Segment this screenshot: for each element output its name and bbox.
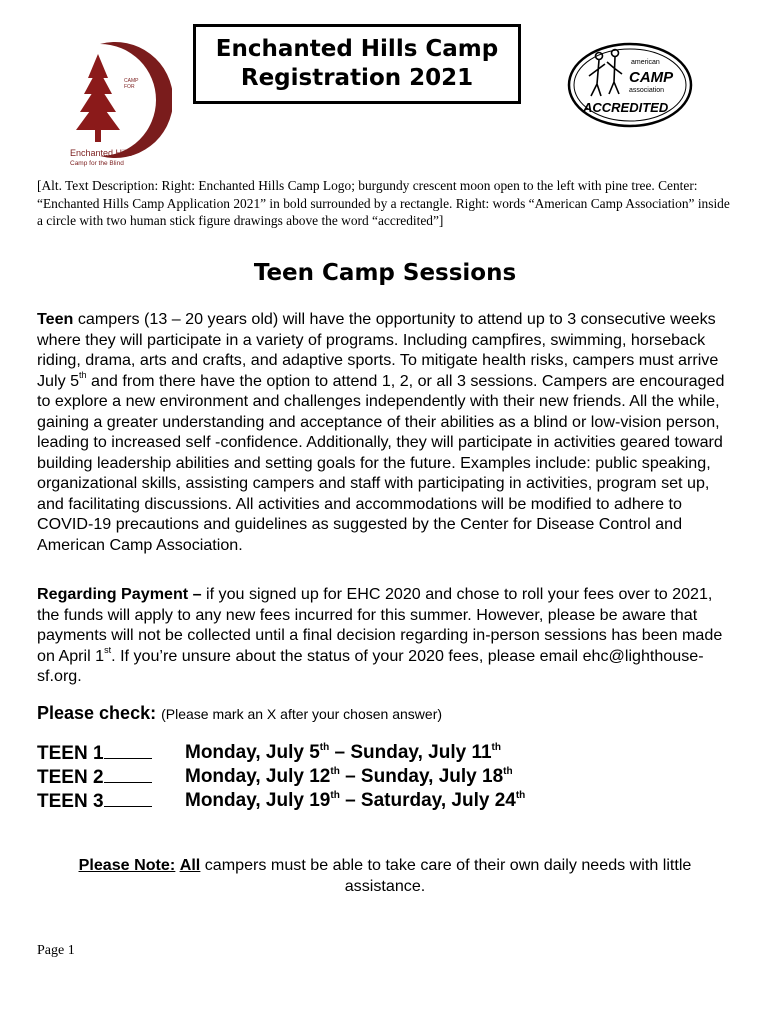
svg-text:FOR: FOR bbox=[124, 84, 135, 90]
svg-text:CAMP: CAMP bbox=[629, 69, 674, 86]
please-check-label: Please check: bbox=[37, 703, 157, 723]
american-camp-association-logo bbox=[565, 40, 695, 130]
note-all: All bbox=[179, 856, 201, 874]
payment-sup: st bbox=[104, 645, 112, 656]
note-text: campers must be able to take care of their own daily needs with little assistance. bbox=[200, 856, 692, 895]
pine-tree-icon bbox=[76, 54, 120, 142]
section-heading: Teen Camp Sessions bbox=[253, 260, 517, 286]
title-box bbox=[193, 24, 521, 104]
stick-figures-icon bbox=[589, 50, 622, 97]
session-label: TEEN 1 bbox=[37, 743, 104, 764]
enchanted-hills-logo bbox=[60, 38, 172, 168]
please-check-hint: (Please mark an X after your chosen answer) bbox=[161, 706, 443, 722]
please-check-line bbox=[37, 703, 442, 724]
svg-text:Camp for the Blind: Camp for the Blind bbox=[70, 160, 124, 167]
session-label: TEEN 3 bbox=[37, 791, 104, 812]
session-checkbox-blank[interactable] bbox=[104, 742, 152, 759]
crescent-moon-icon bbox=[100, 42, 172, 158]
please-note bbox=[40, 855, 730, 897]
session-row bbox=[37, 790, 737, 814]
teen-text-1: campers (13 – 20 years old) will have the opportunity to attend up to 3 consecutive weeks where they will participate in a variety of programs. Including campfires, swimming, horseback riding, drama, arts and crafts, and adaptive sports. To mitigate health risks, campers must arrive July 5 bbox=[37, 310, 719, 390]
payment-text-1: if you signed up for EHC 2020 and chose to roll your fees over to 2021, the funds will apply to any new fees incurred for this summer. However, please be aware that payments will not be collected until a final decision regarding in-person sessions has been made on April 1 bbox=[37, 585, 723, 665]
svg-text:association: association bbox=[629, 87, 665, 94]
session-dates: Monday, July 12th – Sunday, July 18th bbox=[185, 765, 513, 787]
svg-text:american: american bbox=[631, 59, 660, 66]
session-label: TEEN 2 bbox=[37, 767, 104, 788]
svg-text:CAMP: CAMP bbox=[124, 78, 139, 84]
payment-text-2: . If you’re unsure about the status of your 2020 fees, please email ehc@lighthouse-sf.org. bbox=[37, 646, 704, 685]
session-dates: Monday, July 19th – Saturday, July 24th bbox=[185, 789, 526, 811]
svg-text:ACCREDITED: ACCREDITED bbox=[583, 100, 669, 115]
session-checkbox-blank[interactable] bbox=[104, 790, 152, 807]
session-checkbox-blank[interactable] bbox=[104, 766, 152, 783]
teen-description-paragraph bbox=[37, 309, 737, 555]
payment-lead: Regarding Payment – bbox=[37, 585, 202, 603]
alt-text-description: [Alt. Text Description: Right: Enchanted Hills Camp Logo; burgundy crescent moon open to the left with pine tree. Center: “Enchanted Hills Camp Application 2021” in bold surrounded by a rectangle. Right: words “American Camp Association” inside a circle with two human stick figure drawings above the word “accredited”] bbox=[37, 178, 730, 228]
session-dates: Monday, July 5th – Sunday, July 11th bbox=[185, 741, 501, 763]
teen-lead: Teen bbox=[37, 310, 74, 328]
payment-paragraph bbox=[37, 584, 737, 687]
svg-text:Enchanted Hills: Enchanted Hills bbox=[70, 148, 133, 158]
page-number: Page 1 bbox=[37, 943, 75, 958]
page-subtitle: Registration 2021 bbox=[240, 65, 474, 91]
session-row bbox=[37, 766, 737, 790]
teen-text-2: and from there have the option to attend 1, 2, or all 3 sessions. Campers are encouraged to explore a new environment and challenges independently with their new friends. All the while, gaining a greater understanding and acceptance of their abilities as a blind or low-vision person, leading to increased self -confidence. Additionally, they will participate in activities geared toward building leadership abilities and setting goals for the future. Examples include: public speaking, organizational skills, assisting campers and staff with participating in activities, program set up, and facilitating discussions. All activities and accommodations will be modified to adhere to COVID-19 precautions and guidelines as suggested by the Center for Disease Control and American Camp Association. bbox=[37, 371, 725, 554]
page-title: Enchanted Hills Camp bbox=[215, 36, 499, 62]
note-label: Please Note: bbox=[78, 856, 176, 874]
session-row bbox=[37, 742, 737, 766]
teen-sup: th bbox=[79, 370, 87, 381]
